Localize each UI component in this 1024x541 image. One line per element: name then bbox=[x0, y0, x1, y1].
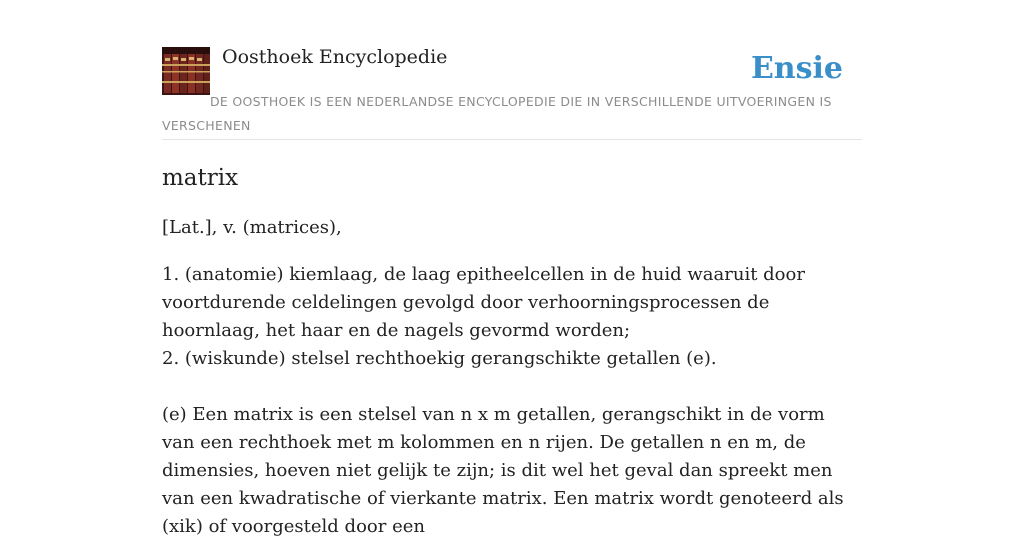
entry-etymology: [Lat.], v. (matrices), bbox=[162, 217, 342, 238]
avatar[interactable] bbox=[162, 47, 210, 95]
site-title[interactable]: Oosthoek Encyclopedie bbox=[222, 46, 448, 68]
definition-item: 1. (anatomie) kiemlaag, de laag epitheelcellen in de huid waaruit door voortdurende celdelingen gevolgd door verhoorningsprocessen de hoornlaag, het haar en de nagels gevormd worden; bbox=[162, 264, 805, 341]
site-header bbox=[162, 40, 862, 140]
entry-content bbox=[162, 160, 862, 541]
entry-title: matrix bbox=[162, 165, 239, 191]
book-spines-icon bbox=[162, 47, 210, 95]
definition-item: 2. (wiskunde) stelsel rechthoekig gerangschikte getallen (e). bbox=[162, 348, 717, 369]
definition-list bbox=[162, 261, 862, 373]
site-tagline: DE OOSTHOEK IS EEN NEDERLANDSE ENCYCLOPEDIE DIE IN VERSCHILLENDE UITVOERINGEN IS VERSCHENEN bbox=[162, 94, 832, 133]
brand-logo-link[interactable]: Ensie bbox=[750, 51, 843, 86]
entry-explanation: (e) Een matrix is een stelsel van n x m getallen, gerangschikt in de vorm van een rechthoek met m kolommen en n rijen. De getallen n en m, de dimensies, hoeven niet gelijk te zijn; is dit wel het geval dan spreekt men van een kwadratische of vierkante matrix. Een matrix wordt genoteerd als (xik) of voorgesteld door een bbox=[162, 404, 844, 537]
